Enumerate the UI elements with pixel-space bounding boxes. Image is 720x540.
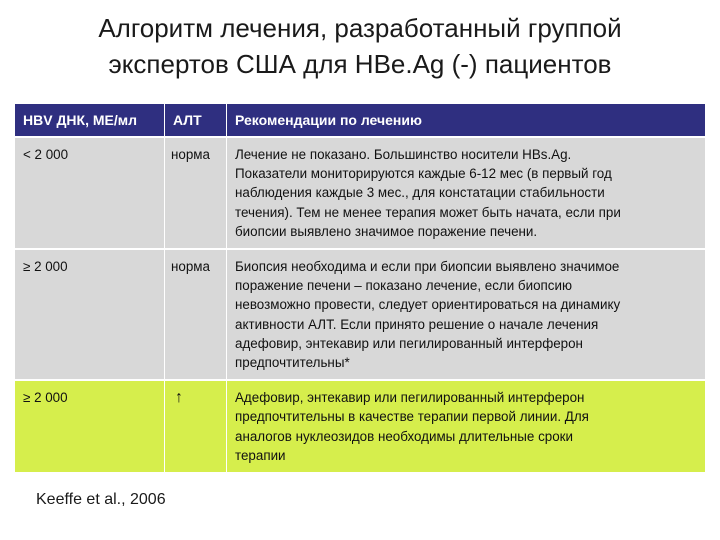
treatment-table [14,103,706,473]
table-header-row [15,104,706,138]
arrow-up-icon: ↑ [175,389,183,407]
cell-hbv-dna: ≥ 2 000 [15,249,165,380]
recommendation-line: Адефовир, энтекавир или пегилированный интерферон [235,390,585,406]
recommendation-line: активности АЛТ. Если принято решение о начале лечения [235,316,599,332]
slide-title-line-1: Алгоритм лечения, разработанный группой [98,13,622,43]
recommendation-line: наблюдения каждые 3 мес., для констатации стабильности [235,185,605,201]
reference-citation: Keeffe et al., 2006 [36,491,166,508]
table-row [15,380,706,472]
slide-title-line-2: экспертов США для HBe.Ag (-) пациентов [108,49,612,79]
recommendation-line: предпочтительны в качестве терапии первой линии. Для [235,409,589,425]
header-alt: АЛТ [165,104,227,138]
recommendation-line: аналогов нуклеозидов необходимы длительные сроки [235,428,573,444]
recommendation-line: биопсии выявлено значимое поражение печени. [235,223,538,239]
recommendation-line: предпочтительны* [235,355,350,371]
cell-recommendation [227,249,706,380]
recommendation-line: Показатели мониторируются каждые 6-12 мес (в первый год [235,166,612,182]
recommendation-line: Биопсия необходима и если при биопсии выявлено значимое [235,259,620,275]
cell-alt [165,380,227,472]
cell-recommendation [227,137,706,249]
slide-title [0,10,720,82]
cell-hbv-dna: < 2 000 [15,137,165,249]
table-row [15,249,706,380]
cell-alt: норма [165,249,227,380]
header-recommendations: Рекомендации по лечению [227,104,706,138]
header-hbv-dna: HBV ДНК, МЕ/мл [15,104,165,138]
recommendation-line: течения). Тем не менее терапия может быть начата, если при [235,204,621,220]
table-row [15,137,706,249]
recommendation-line: поражение печени – показано лечение, если биопсию [235,278,573,294]
cell-recommendation [227,380,706,472]
recommendation-line: адефовир, энтекавир или пегилированный интерферон [235,335,583,351]
cell-hbv-dna: ≥ 2 000 [15,380,165,472]
cell-alt: норма [165,137,227,249]
recommendation-line: Лечение не показано. Большинство носители HBs.Ag. [235,147,572,162]
recommendation-line: терапии [235,447,286,463]
recommendation-line: невозможно провести, следует ориентироваться на динамику [235,297,621,313]
